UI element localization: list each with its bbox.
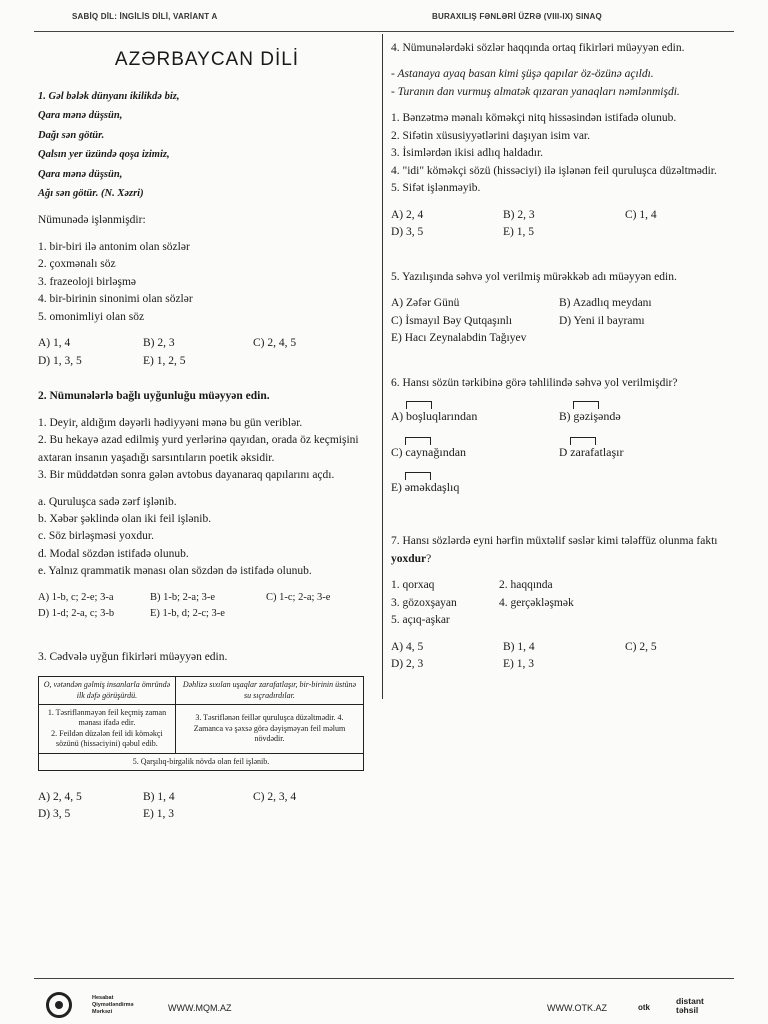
header-left: SABİQ DİL: İNGİLİS DİLİ, VARİANT A xyxy=(72,12,218,21)
q7-item: 3. gözoxşayan xyxy=(391,596,457,609)
answer-label: A) xyxy=(391,411,404,424)
q3-table xyxy=(38,676,364,771)
answer-option[interactable]: B) Azadlıq meydanı xyxy=(559,297,652,310)
page-title: AZƏRBAYCAN DİLİ xyxy=(114,49,300,70)
answer-option[interactable]: E) 1, 3 xyxy=(143,808,174,821)
q4-example: - Astanaya ayaq basan kimi şüşə qapılar öz-özünə açıldı. xyxy=(391,68,654,81)
answer-label: C) xyxy=(391,446,403,459)
org-name: Hesabat Qiymətləndirmə Mərkəzi xyxy=(92,995,134,1015)
q4-item: 4. "idi" köməkçi sözü (hissəciyi) ilə işlənən feil quruluşca düzəltmədir. xyxy=(391,164,717,177)
q2-option: a. Quruluşca sadə zərf işlənib. xyxy=(38,495,177,508)
answer-option[interactable]: B) 1-b; 2-a; 3-e xyxy=(150,591,216,603)
distant-logo-line: təhsil xyxy=(676,1004,699,1015)
q1-item: 1. bir-biri ilə antonim olan sözlər xyxy=(38,240,190,253)
answer-option[interactable]: C) İsmayıl Bəy Qutqaşınlı xyxy=(391,314,513,327)
answer-option[interactable]: A) 2, 4, 5 xyxy=(38,790,82,803)
q2-option: e. Yalnız qrammatik mənası olan sözdən də istifadə olunub. xyxy=(38,565,312,578)
org-logo-icon xyxy=(46,992,72,1018)
left-column xyxy=(38,40,376,824)
answer-option[interactable] xyxy=(559,437,729,462)
q1-item: 3. frazeoloji birləşmə xyxy=(38,275,137,288)
answer-option[interactable]: D) 1-d; 2-a, c; 3-b xyxy=(38,607,115,619)
q2-option: b. Xəbər şəklində olan iki feil işlənib. xyxy=(38,512,212,525)
q4-item: 5. Sifət işlənməyib. xyxy=(391,182,481,195)
distant-logo xyxy=(676,997,704,1015)
q7-item: 4. gerçəkləşmək xyxy=(499,596,574,609)
answer-option[interactable]: B) 2, 3 xyxy=(143,337,175,350)
q2-stem: 2. Nümunələrlə bağlı uyğunluğu müəyyən edin. xyxy=(38,390,270,403)
answer-label: B) xyxy=(559,411,571,424)
q7-answers xyxy=(391,639,736,674)
poem-line: Ağı sən götür. (N. Xəzri) xyxy=(38,187,144,199)
answer-option[interactable]: B) 2, 3 xyxy=(503,208,535,221)
q1-item: 2. çoxmənalı söz xyxy=(38,258,116,271)
q5-answers xyxy=(391,295,736,347)
answer-option[interactable]: A) 1-b, c; 2-e; 3-a xyxy=(38,591,114,603)
answer-option[interactable]: D) 2, 3 xyxy=(391,658,424,671)
q4-item: 1. Bənzətmə mənalı köməkçi nitq hissəsindən istifadə olunub. xyxy=(391,112,677,125)
q5-stem: 5. Yazılışında səhvə yol verilmiş mürəkkəb adı müəyyən edin. xyxy=(391,270,677,283)
q2-item: 2. Bu hekayə azad edilmiş yurd yerlərinə qayıdan, orada öz keçmişini axtaran insanın yaşadığı sarsıntıların poetik əksidir. xyxy=(38,434,359,464)
answer-option[interactable]: D) Yeni il bayramı xyxy=(559,314,645,327)
q1-item: 4. bir-birinin sinonimi olan sözlər xyxy=(38,293,193,306)
q7-item: 5. açıq-aşkar xyxy=(391,614,450,627)
header-right: BURAXILIŞ FƏNLƏRİ ÜZRƏ (VIII-IX) SINAQ xyxy=(432,12,602,21)
answer-option[interactable]: A) 2, 4 xyxy=(391,208,424,221)
q7-stem-text: 7. Hansı sözlərdə eyni hərfin müxtəlif səslər kimi tələffüz olunma faktı xyxy=(391,535,718,548)
poem-line: Qara mənə düşsün, xyxy=(38,110,123,122)
answer-option[interactable]: B) 1, 4 xyxy=(143,790,175,803)
answer-option[interactable]: D) 3, 5 xyxy=(38,808,71,821)
answer-option[interactable]: E) 1, 3 xyxy=(503,658,534,671)
table-cell xyxy=(39,705,176,754)
q3-answers xyxy=(38,789,376,824)
answer-option[interactable] xyxy=(391,401,559,426)
q4-item: 2. Sifətin xüsusiyyətlərini daşıyan isim var. xyxy=(391,129,590,142)
table-cell-text: 1. Təsriflənməyən feil keçmiş zaman mənası ifadə edir. xyxy=(47,708,167,728)
bottom-divider xyxy=(34,978,734,979)
morpheme-word: caynağından xyxy=(405,437,466,461)
q1-stem: Nümunədə işlənmişdir: xyxy=(38,214,146,227)
q1-answers xyxy=(38,335,376,370)
q2-option: d. Modal sözdən istifadə olunub. xyxy=(38,547,189,560)
otk-logo: otk xyxy=(638,1003,650,1012)
answer-option[interactable]: C) 2, 5 xyxy=(625,640,657,653)
table-cell: 5. Qarşılıq-birgəlik növdə olan feil işlənib. xyxy=(39,753,364,770)
q2-item: 3. Bir müddətdən sonra gələn avtobus dayanaraq qapılarını açdı. xyxy=(38,469,335,482)
q1-poem xyxy=(38,87,376,204)
answer-option[interactable] xyxy=(391,437,559,462)
q4-answers xyxy=(391,207,736,242)
answer-option[interactable]: E) Hacı Zeynalabdin Tağıyev xyxy=(391,332,527,345)
answer-option[interactable]: D) 1, 3, 5 xyxy=(38,354,82,367)
poem-line: Qara mənə düşsün, xyxy=(38,168,123,180)
q2-answers xyxy=(38,590,376,622)
morpheme-word: əməkdaşlıq xyxy=(405,472,460,496)
q2-item: 1. Deyir, aldığım dəyərli hədiyyəni mənə bu gün veriblər. xyxy=(38,416,303,429)
q3-stem: 3. Cədvələ uyğun fikirləri müəyyən edin. xyxy=(38,650,228,663)
q7-stem xyxy=(391,533,736,568)
morpheme-word: zarafatlaşır xyxy=(570,437,623,461)
table-header: Dəhlizə sıxılan uşaqlar zarafatlaşır, bir-birinin üstünə su sıçradırdılar. xyxy=(175,677,363,705)
answer-option[interactable] xyxy=(559,401,729,426)
answer-option[interactable]: D) 3, 5 xyxy=(391,226,424,239)
answer-option[interactable]: E) 1, 5 xyxy=(503,226,534,239)
table-header: O, vətəndən gəlmiş insanlarla ömründə ilk dəfə görüşürdü. xyxy=(39,677,176,705)
q6-stem: 6. Hansı sözün tərkibinə görə təhlilində səhvə yol verilmişdir? xyxy=(391,376,678,389)
morpheme-word: gəzişəndə xyxy=(573,401,620,425)
q4-stem: 4. Nümunələrdəki sözlər haqqında ortaq fikirləri müəyyən edin. xyxy=(391,42,685,54)
answer-option[interactable]: C) 1, 4 xyxy=(625,208,657,221)
top-divider xyxy=(34,31,734,32)
table-cell-text: 2. Feildən düzələn feil idi köməkçi sözünü (hissəciyini) qəbul edib. xyxy=(51,728,163,749)
answer-option[interactable]: B) 1, 4 xyxy=(503,640,535,653)
poem-line: Dağı sən götür. xyxy=(38,129,105,141)
answer-option[interactable]: C) 2, 3, 4 xyxy=(253,790,297,803)
q7-items xyxy=(391,577,736,629)
answer-option[interactable]: A) 1, 4 xyxy=(38,337,71,350)
otk-link[interactable]: WWW.OTK.AZ xyxy=(547,1003,607,1013)
mqm-link[interactable]: WWW.MQM.AZ xyxy=(168,1003,232,1013)
right-column xyxy=(391,40,736,674)
answer-label: D xyxy=(559,446,568,459)
answer-option[interactable]: C) 1-c; 2-a; 3-e xyxy=(266,591,331,603)
q2-option: c. Söz birləşməsi yoxdur. xyxy=(38,530,154,543)
poem-line: 1. Gəl bələk dünyanı ikilikdə biz, xyxy=(38,90,180,102)
poem-line: Qalsın yer üzündə qoşa izimiz, xyxy=(38,149,170,161)
answer-option[interactable]: E) 1-b, d; 2-c; 3-e xyxy=(150,607,225,619)
q1-item: 5. omonimliyi olan söz xyxy=(38,310,145,323)
q4-item: 3. İsimlərdən ikisi adlıq haldadır. xyxy=(391,147,544,160)
distant-logo-line: distant xyxy=(676,996,704,1006)
answer-option[interactable]: C) 2, 4, 5 xyxy=(253,337,297,350)
morpheme-word: boşluqlarından xyxy=(406,401,477,425)
q4-example: - Turanın dan vurmuş almatək qızaran yanaqları nəmlənmişdi. xyxy=(391,85,680,98)
q7-item: 2. haqqında xyxy=(499,579,553,592)
table-cell: 3. Təsriflənən feillər quruluşca düzəltmədir. 4. Zamanca və şəxsə görə dəyişməyən feil məlum növdədir. xyxy=(175,705,363,754)
q7-stem-end: ? xyxy=(426,552,432,565)
q7-item: 1. qorxaq xyxy=(391,579,435,592)
answer-option[interactable]: A) 4, 5 xyxy=(391,640,424,653)
answer-label: E) xyxy=(391,481,402,494)
column-divider xyxy=(382,34,383,699)
q7-stem-emphasis: yoxdur xyxy=(391,552,427,565)
q6-answers xyxy=(391,401,736,497)
answer-option[interactable] xyxy=(391,472,559,497)
answer-option[interactable]: E) 1, 2, 5 xyxy=(143,354,186,367)
answer-option[interactable]: A) Zəfər Günü xyxy=(391,297,460,310)
